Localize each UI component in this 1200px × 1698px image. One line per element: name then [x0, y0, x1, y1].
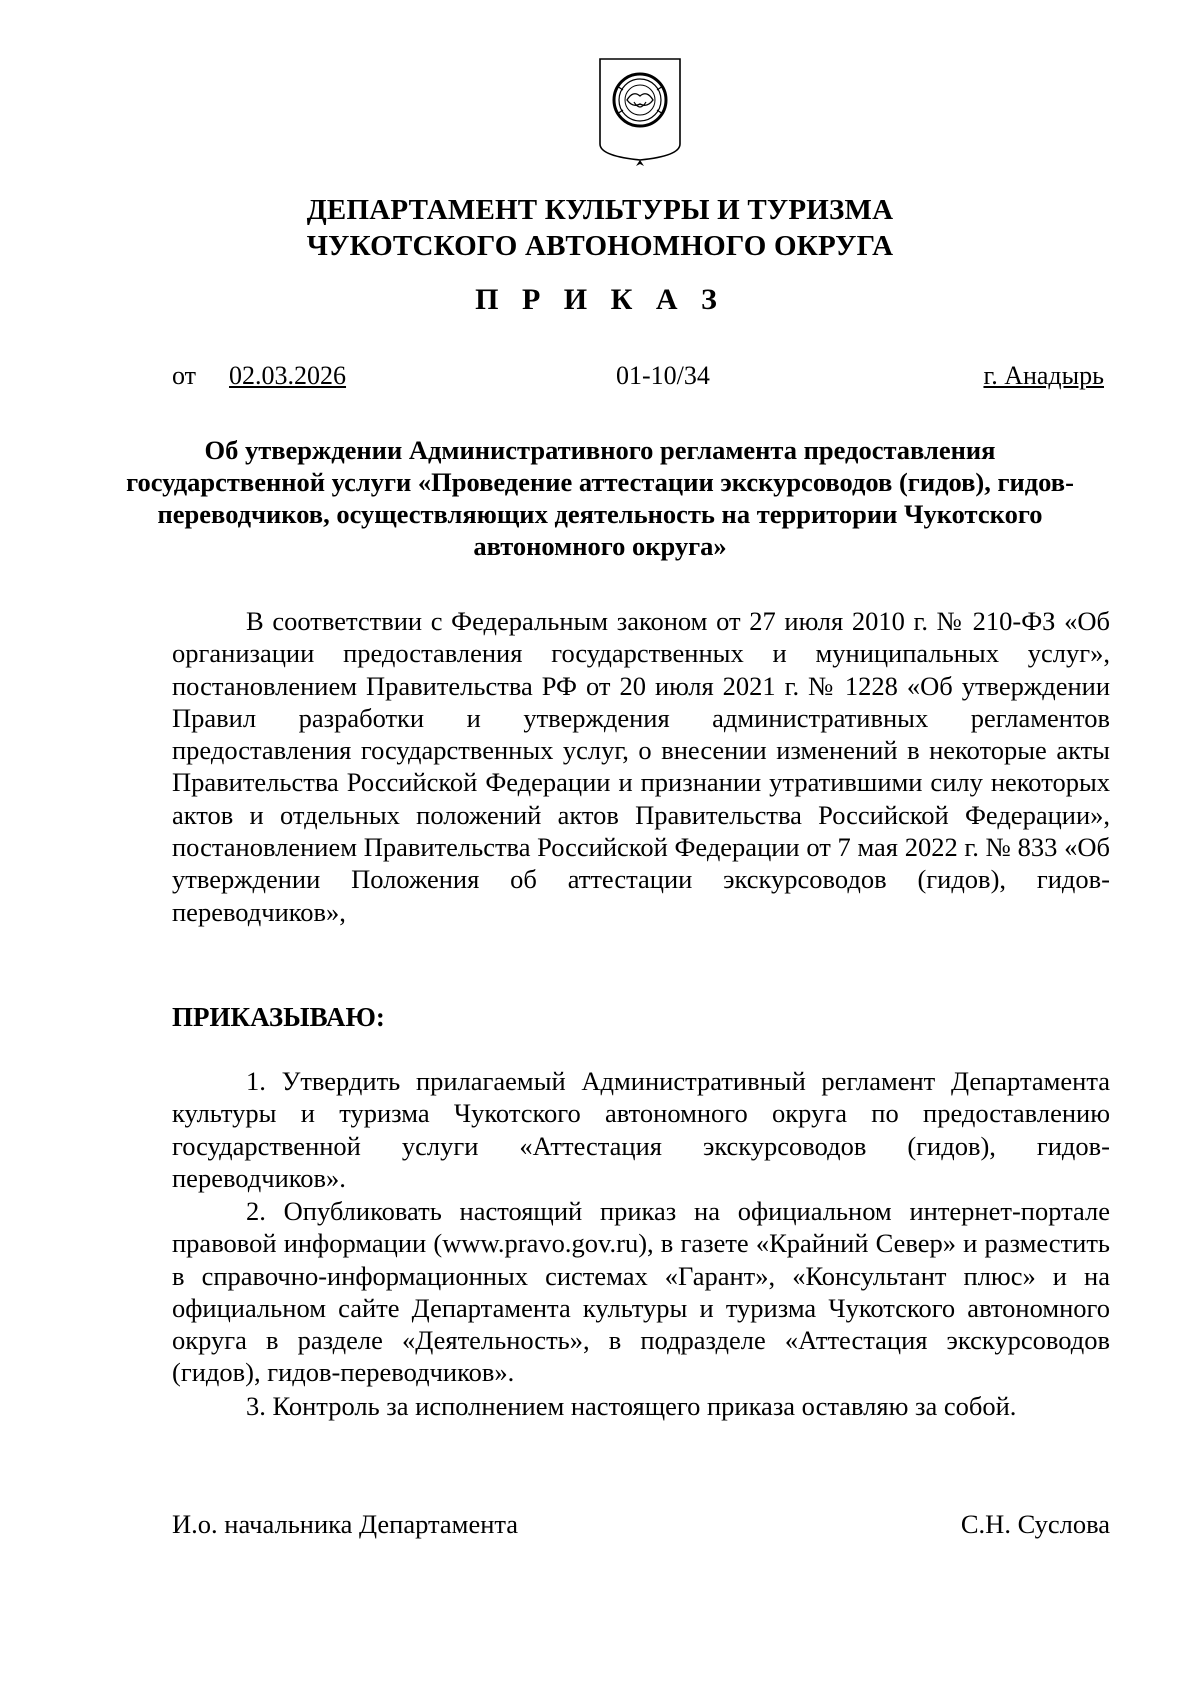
order-item-1: 1. Утвердить прилагаемый Административный регламент Департамента культуры и туризма Чукотского автономного округа по предоставлению государственной услуги «Аттестация экскурсоводов (гидов), гидов-переводчиков». [172, 1066, 1110, 1193]
preamble-paragraph: В соответствии с Федеральным законом от 27 июля 2010 г. № 210-ФЗ «Об организации предоставления государственных и муниципальных услуг», постановлением Правительства РФ от 20 июля 2021 г. № 1228 «Об утверждении Правил разработки и утверждения административных регламентов предоставления государственных услуг, о внесении изменений в некоторые акты Правительства Российской Федерации и признании утратившими силу некоторых актов и отдельных положений актов Правительства Российской Федерации», постановлением Правительства Российской Федерации от 7 мая 2022 г. № 833 «Об утверждении Положения об аттестации экскурсоводов (гидов), гидов-переводчиков», [172, 606, 1110, 927]
department-heading [0, 192, 1200, 264]
department-line-1: ДЕПАРТАМЕНТ КУЛЬТУРЫ И ТУРИЗМА [306, 194, 894, 226]
order-number: 01-10/34 [616, 361, 710, 390]
order-item-2: 2. Опубликовать настоящий приказ на официальном интернет-портале правовой информации (www.pravo.gov.ru), в газете «Крайний Север» и разместить в справочно-информационных системах «Гарант», «Консультант плюс» и на официальном сайте Департамента культуры и туризма Чукотского автономного округа в разделе «Деятельность», в подразделе «Аттестация экскурсоводов (гидов), гидов-переводчиков». [172, 1196, 1110, 1388]
coat-of-arms-icon [597, 56, 683, 170]
signatory-position: И.о. начальника Департамента [172, 1509, 519, 1539]
order-item-3: 3. Контроль за исполнением настоящего приказа оставляю за собой. [246, 1391, 1017, 1421]
department-line-2: ЧУКОТСКОГО АВТОНОМНОГО ОКРУГА [306, 230, 894, 262]
signatory-name: С.Н. Суслова [960, 1509, 1110, 1539]
order-directive: ПРИКАЗЫВАЮ: [172, 1002, 385, 1032]
date-field [172, 360, 346, 392]
date-prefix: от [172, 361, 197, 390]
order-date: 02.03.2026 [229, 361, 347, 390]
order-subject: Об утверждении Административного регламента предоставления государственной услуги «Проведение аттестации экскурсоводов (гидов), гидов-переводчиков, осуществляющих деятельность на территории Чукотского автономного округа» [126, 435, 1074, 561]
order-place: г. Анадырь [983, 361, 1104, 390]
document-type-title: П Р И К А З [475, 283, 725, 316]
